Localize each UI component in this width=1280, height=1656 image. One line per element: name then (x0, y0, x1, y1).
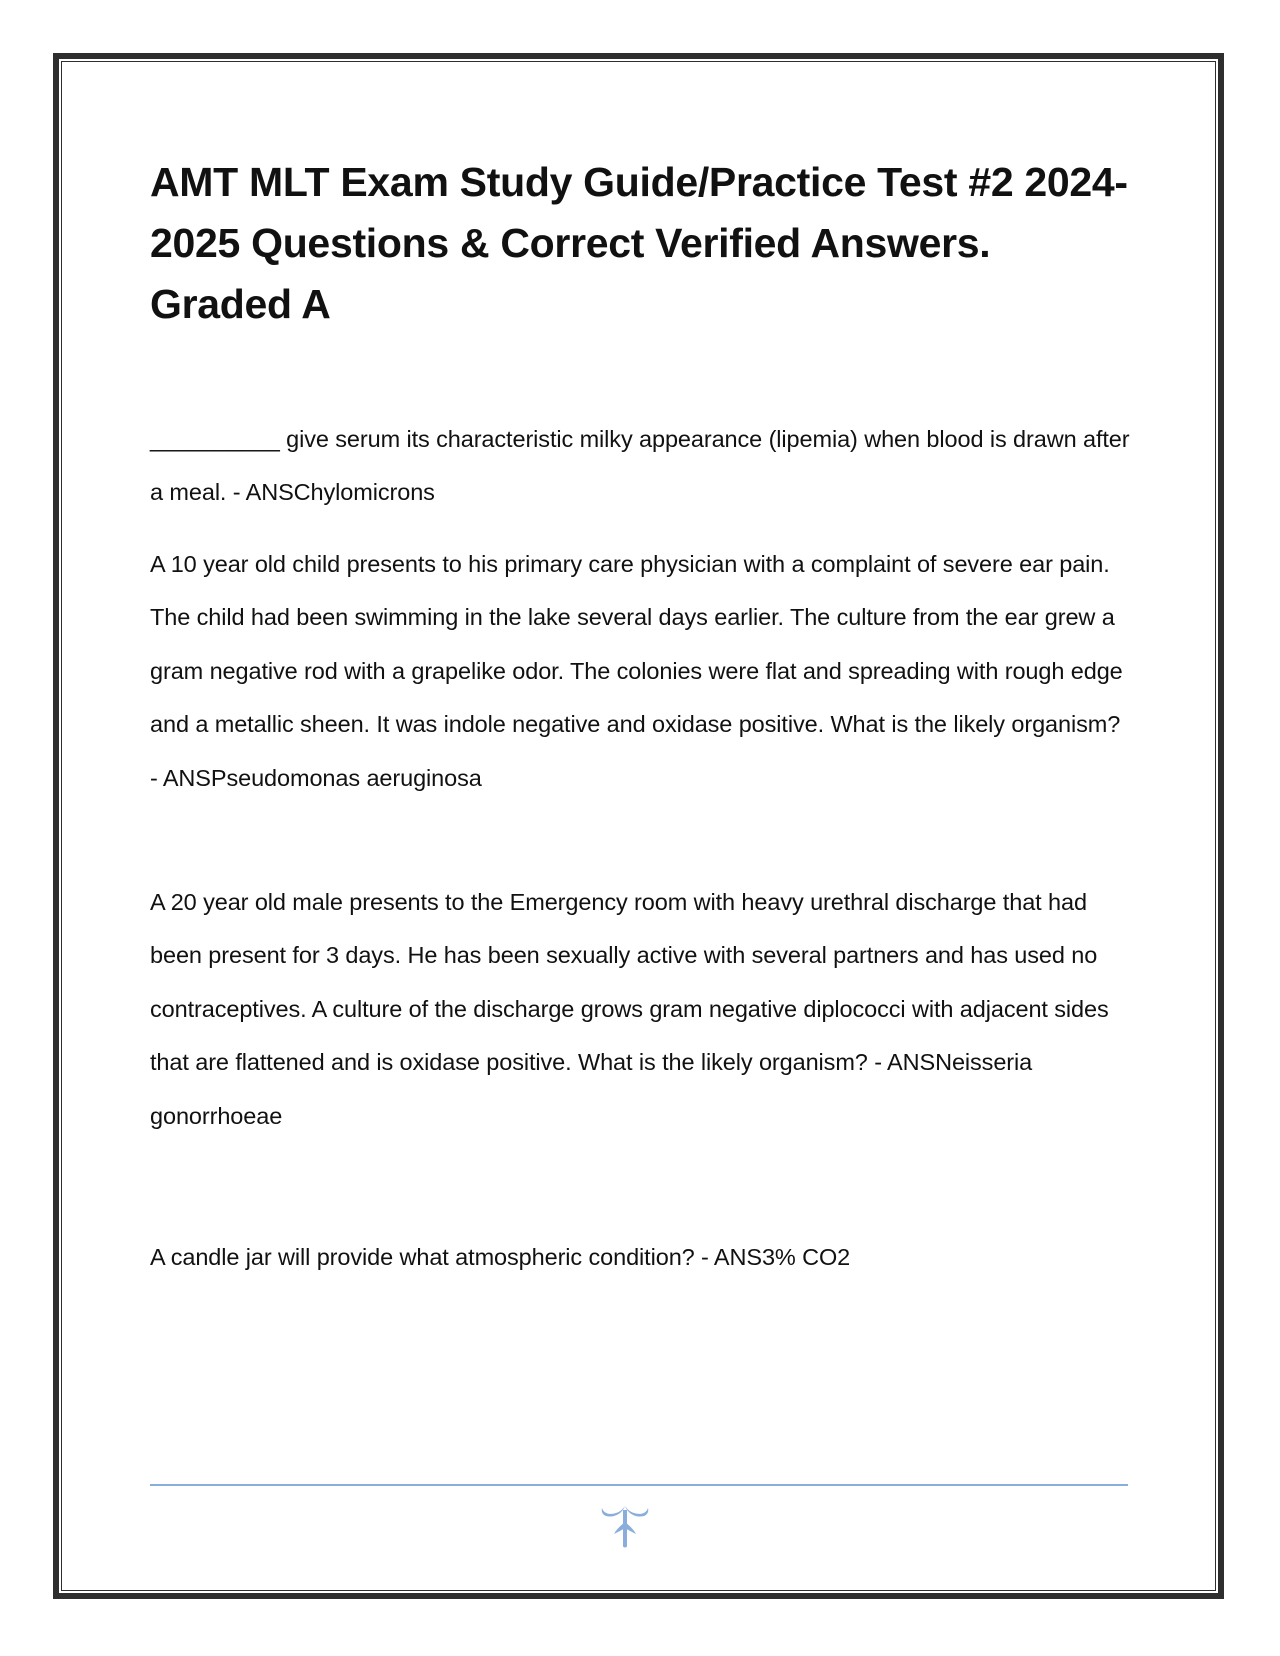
qa-entry-2: A 10 year old child presents to his primary care physician with a complaint of severe ear pain. The child had been swimming in the lake several days earlier. The culture from the ear grew a gram negative rod with a grapelike odor. The colonies were flat and spreading with rough edge and a metallic sheen. It was indole negative and oxidase positive. What is the likely organism? - ANSPseudomonas aeruginosa (150, 551, 1123, 791)
qa-entry-1: __________ give serum its characteristic milky appearance (lipemia) when blood is drawn after a meal. - ANSChylomicrons (150, 426, 1130, 506)
footer-divider (150, 1484, 1128, 1486)
fleur-ornament-icon (600, 1500, 650, 1552)
qa-entry-4: A candle jar will provide what atmospheric condition? - ANS3% CO2 (150, 1244, 851, 1270)
qa-entry-3: A 20 year old male presents to the Emergency room with heavy urethral discharge that had been present for 3 days. He has been sexually active with several partners and has used no contraceptives. A culture of the discharge grows gram negative diplococci with adjacent sides that are flattened and is oxidase positive. What is the likely organism? - ANSNeisseria gonorrhoeae (150, 889, 1109, 1129)
document-title: AMT MLT Exam Study Guide/Practice Test #2 2024-2025 Questions & Correct Verified Answers. Graded A (150, 159, 1128, 327)
